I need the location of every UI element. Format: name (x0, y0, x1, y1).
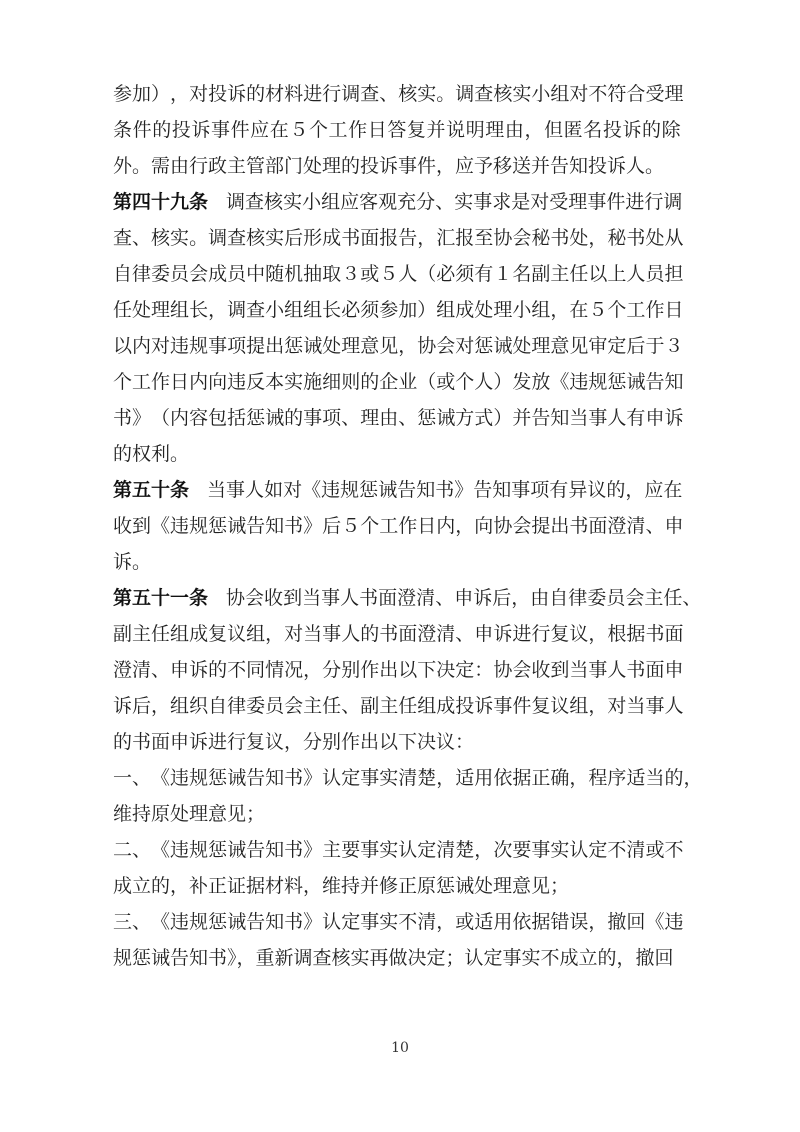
text-line (113, 832, 684, 868)
text-line (113, 184, 681, 220)
line-text: 规惩诫告知书》，重新调查核实再做决定；认定事实不成立的，撤回 (113, 947, 674, 969)
text-line (113, 148, 681, 184)
line-text: 自 律 委 员 会 成 员 中 随 机 抽 取 ３ 或 ５ 人 （ 必 须 有 １ 名 副 主 任 以 上 人 员 担 (113, 263, 684, 285)
text-line (113, 724, 681, 760)
line-text: 当 事 人 如 对 《 违 规 惩 诫 告 知 书 》 告 知 事 项 有 异 议 的 ， 应 在 (207, 479, 683, 501)
text-line (113, 112, 681, 148)
line-text: 收 到 《 违 规 惩 诫 告 知 书 》 后 ５ 个 工 作 日 内 ， 向 协 会 提 出 书 面 澄 清 、 申 (113, 515, 684, 537)
text-line (113, 688, 684, 724)
text-line (113, 328, 684, 364)
article-number: 第五十一条 (113, 587, 209, 609)
line-text: 诉 后 ， 组 织 自 律 委 员 会 主 任 、 副 主 任 组 成 投 诉 事 件 复 议 组 ， 对 当 事 人 (113, 695, 684, 717)
line-text: 的权利。 (113, 443, 190, 465)
text-line (113, 616, 684, 652)
line-text: 查 、 核 实 。 调 查 核 实 后 形 成 书 面 报 告 ， 汇 报 至 协 会 秘 书 处 ， 秘 书 处 从 (113, 227, 684, 249)
line-text: 书 》 （ 内 容 包 括 惩 诫 的 事 项 、 理 由 、 惩 诫 方 式 ） 并 告 知 当 事 人 有 申 诉 (113, 407, 684, 429)
text-line (113, 472, 681, 508)
paragraph (113, 760, 703, 832)
line-text: 参 加 ） ， 对 投 诉 的 材 料 进 行 调 查 、 核 实 。 调 查 核 实 小 组 对 不 符 合 受 理 (113, 83, 684, 105)
text-line (113, 544, 681, 580)
paragraph (113, 76, 684, 184)
line-text: 成立的，补正证据材料，维持并修正原惩诫处理意见； (113, 875, 570, 897)
text-line (113, 292, 684, 328)
line-text: 个 工 作 日 内 向 违 反 本 实 施 细 则 的 企 业 （ 或 个 人 ） 发 放 《 违 规 惩 诫 告 知 (113, 371, 684, 393)
text-line (113, 580, 702, 616)
line-text: 调 查 核 实 小 组 应 客 观 充 分 、 实 事 求 是 对 受 理 事 件 进 行 调 (226, 191, 683, 213)
text-line (113, 760, 703, 796)
article-paragraph (113, 472, 684, 580)
page-number: 10 (391, 1040, 409, 1056)
line-text: 澄 清 、 申 诉 的 不 同 情 况 ， 分 别 作 出 以 下 决 定 ： 协 会 收 到 当 事 人 书 面 申 (113, 659, 684, 681)
text-line (113, 796, 681, 832)
line-text: 诉。 (113, 551, 152, 573)
text-line (113, 508, 684, 544)
paragraph (113, 904, 684, 976)
line-text: 以 内 对 违 规 事 项 提 出 惩 诫 处 理 意 见 ， 协 会 对 惩 诫 处 理 意 见 审 定 后 于 ３ (113, 335, 684, 357)
paragraph (113, 832, 684, 904)
line-text: 的书面申诉进行复议，分别作出以下决议： (113, 731, 475, 753)
text-line (113, 652, 684, 688)
line-text: 副 主 任 组 成 复 议 组 ， 对 当 事 人 的 书 面 澄 清 、 申 诉 进 行 复 议 ， 根 据 书 面 (113, 623, 684, 645)
text-line (113, 220, 684, 256)
text-line (113, 904, 684, 940)
line-text: 协 会 收 到 当 事 人 书 面 澄 清 、 申 诉 后 ， 由 自 律 委 员 会 主 任 、 (226, 587, 702, 609)
line-text: 三 、 《 违 规 惩 诫 告 知 书 》 认 定 事 实 不 清 ， 或 适 用 依 据 错 误 ， 撤 回 《 违 (113, 911, 684, 933)
article-paragraph (113, 580, 702, 760)
text-line (113, 868, 681, 904)
text-line (113, 256, 684, 292)
article-paragraph (113, 184, 684, 472)
line-text: 维持原处理意见； (113, 803, 266, 825)
document-body (113, 76, 703, 976)
line-text: 条 件 的 投 诉 事 件 应 在 ５ 个 工 作 日 答 复 并 说 明 理 由 ， 但 匿 名 投 诉 的 除 (113, 119, 681, 141)
text-line (113, 940, 681, 976)
article-number: 第五十条 (113, 479, 190, 501)
line-text: 任 处 理 组 长 ， 调 查 小 组 组 长 必 须 参 加 ） 组 成 处 理 小 组 ， 在 ５ 个 工 作 日 (113, 299, 684, 321)
text-line (113, 76, 684, 112)
line-text: 二 、 《 违 规 惩 诫 告 知 书 》 主 要 事 实 认 定 清 楚 ， 次 要 事 实 认 定 不 清 或 不 (113, 839, 684, 861)
line-text: 外。需由行政主管部门处理的投诉事件，应予移送并告知投诉人。 (113, 155, 665, 177)
line-text: 一 、 《 违 规 惩 诫 告 知 书 》 认 定 事 实 清 楚 ， 适 用 依 据 正 确 ， 程 序 适 当 的 ， (113, 767, 703, 789)
article-number: 第四十九条 (113, 191, 209, 213)
text-line (113, 364, 684, 400)
text-line (113, 436, 681, 472)
text-line (113, 400, 684, 436)
